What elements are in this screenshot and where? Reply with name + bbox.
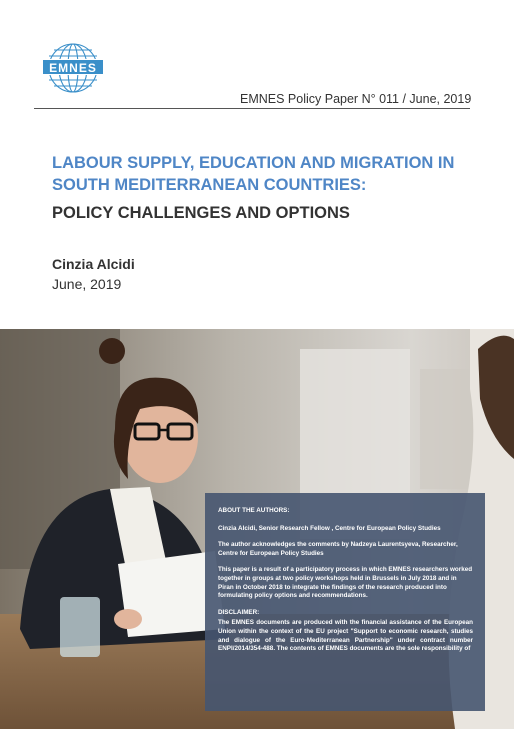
author-name: Cinzia Alcidi	[52, 256, 135, 272]
emnes-logo	[38, 42, 108, 94]
logo-wordmark: EMNES	[42, 59, 104, 75]
policy-paper-reference: EMNES Policy Paper N° 011 / June, 2019	[240, 92, 472, 106]
author-affiliation: Cinzia Alcidi, Senior Research Fellow , Centre for European Policy Studies	[218, 524, 441, 532]
disclaimer-heading: DISCLAIMER:	[218, 608, 260, 616]
process-note: This paper is a result of a participatory process in which EMNES researchers worked together in groups at two policy workshops held in Brussels in July 2018 and in Piran in October 2018 to integrate the findings of the research produced into formulating policy options and recommendations.	[218, 566, 473, 600]
header-divider	[34, 108, 470, 109]
acknowledgement: The author acknowledges the comments by Nadzeya Laurentsyeva, Researcher, Centre for European Policy Studies	[218, 541, 458, 557]
document-subtitle: POLICY CHALLENGES AND OPTIONS	[52, 204, 350, 222]
publication-date: June, 2019	[52, 276, 122, 292]
about-authors-box	[205, 493, 485, 711]
about-heading: ABOUT THE AUTHORS:	[218, 507, 290, 514]
document-title: LABOUR SUPPLY, EDUCATION AND MIGRATION IN SOUTH MEDITERRANEAN COUNTRIES:	[52, 154, 455, 194]
disclaimer-text: The EMNES documents are produced with the financial assistance of the European Union within the context of the EU project "Support to economic research, studies and dialogue of the Euro-Mediterranean Partnership" under contract number ENPI/2014/354-488. The contents of EMNES documents are the sole responsibility of	[218, 619, 473, 653]
